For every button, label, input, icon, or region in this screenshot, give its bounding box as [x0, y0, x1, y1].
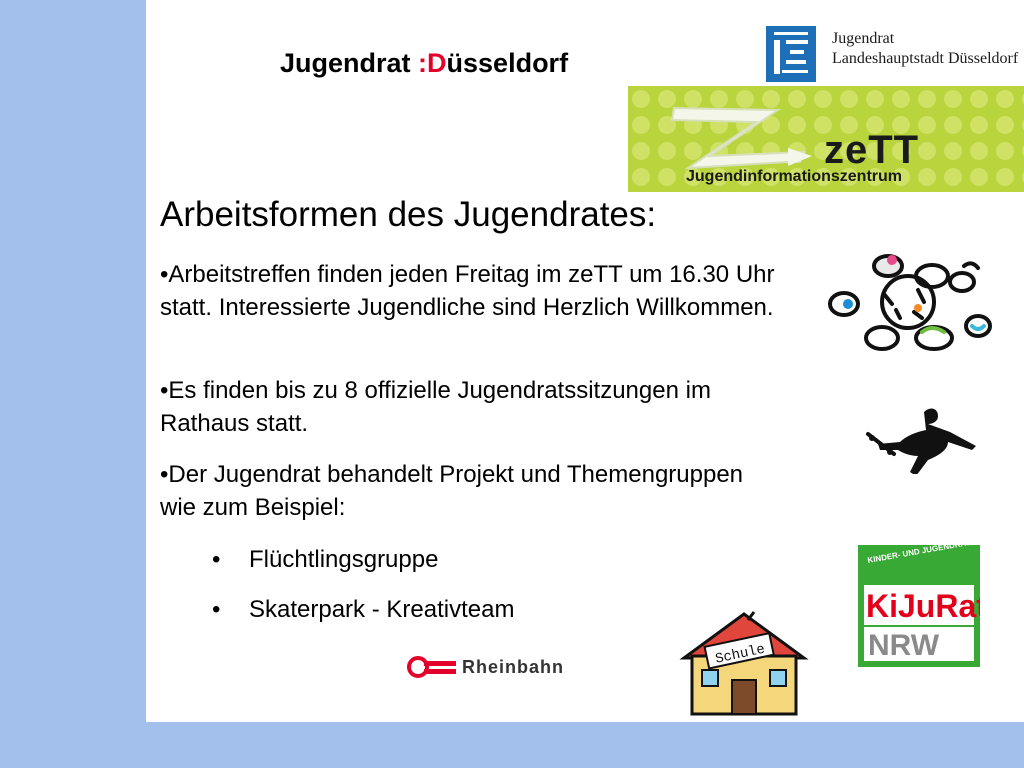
- group-circle-illustration-icon: [822, 246, 994, 358]
- city-logo-line1: Jugendrat: [832, 30, 895, 47]
- skater-silhouette-icon: [864, 404, 984, 474]
- school-building-icon: [678, 610, 810, 718]
- city-emblem-icon: [766, 26, 816, 82]
- sub-bullet-skaterpark: • Skaterpark - Kreativteam: [212, 596, 515, 623]
- rheinbahn-logo-text: Rheinbahn: [462, 657, 564, 677]
- city-logo-line2: Landeshauptstadt Düsseldorf: [832, 50, 1019, 67]
- kijurat-logo-graphic: [858, 545, 980, 667]
- bullet-projects: •Der Jugendrat behandelt Projekt und Themengruppen wie zum Beispiel:: [160, 461, 744, 521]
- kijurat-nrw: NRW: [868, 629, 940, 662]
- left-background-band: [0, 0, 146, 768]
- city-logo: [766, 26, 1019, 84]
- bottom-background-band: [0, 722, 1024, 768]
- zett-logo-name: zeTT: [824, 128, 920, 172]
- kijurat-name: KiJuRat: [866, 588, 980, 624]
- kijurat-tagline: KINDER- UND JUGENDRAT: [866, 545, 972, 565]
- bullet-meetings: •Arbeitstreffen finden jeden Freitag im zeTT um 16.30 Uhr statt. Interessierte Jugendliche sind Herzlich Willkommen.: [160, 261, 775, 321]
- school-sign-text: Schule: [713, 641, 767, 668]
- page-title: Jugendrat :Düsseldorf: [280, 48, 569, 78]
- slide-heading: Arbeitsformen des Jugendrates:: [160, 195, 657, 234]
- zett-logo: [628, 86, 1024, 192]
- sub-bullet-refugees: • Flüchtlingsgruppe: [212, 546, 439, 573]
- kijurat-logo: [858, 545, 980, 667]
- bullet-sessions: •Es finden bis zu 8 offizielle Jugendratssitzungen im Rathaus statt.: [160, 377, 711, 437]
- zett-logo-subtitle: Jugendinformationszentrum: [686, 168, 903, 185]
